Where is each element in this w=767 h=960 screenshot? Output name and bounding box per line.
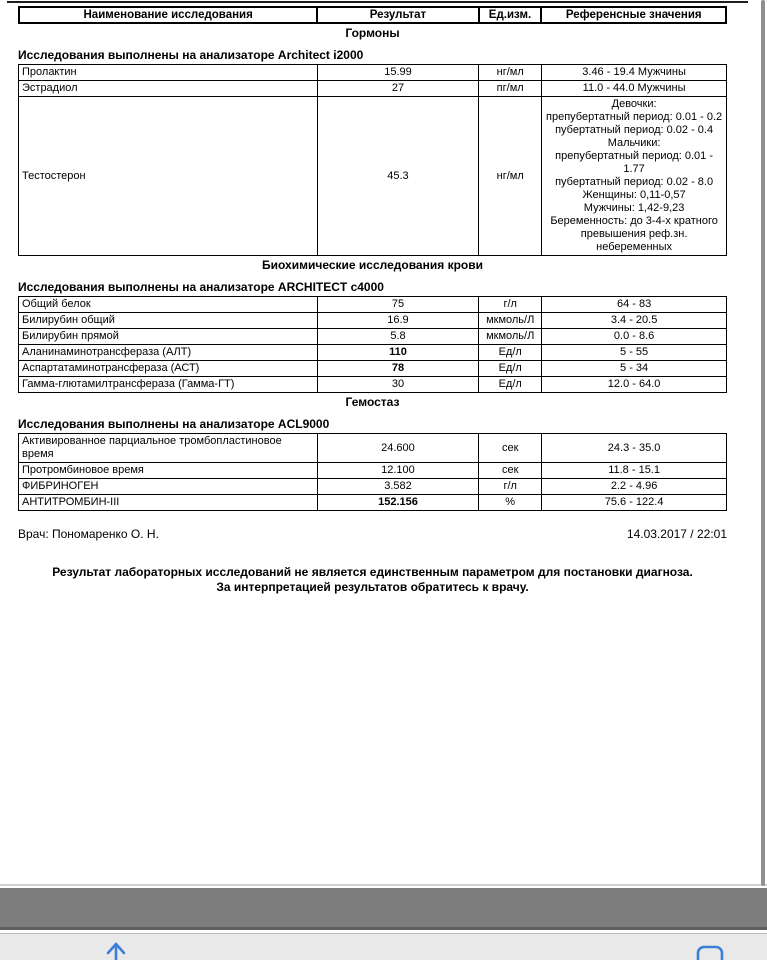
table-row	[19, 377, 727, 393]
test-unit: Ед/л	[479, 345, 542, 361]
test-unit: г/л	[479, 479, 542, 495]
col-header-unit: Ед.изм.	[479, 7, 542, 23]
test-unit: нг/мл	[479, 65, 542, 81]
test-result: 12.100	[317, 463, 478, 479]
test-unit: мкмоль/Л	[479, 329, 542, 345]
hemostasis-table	[18, 433, 727, 511]
test-result: 45.3	[317, 97, 478, 256]
table-row	[19, 81, 727, 97]
reference-line: превышения реф.зн. небеременных	[580, 228, 688, 253]
test-reference: 64 - 83	[542, 297, 727, 313]
col-header-test-name: Наименование исследования	[19, 7, 317, 23]
test-reference: 2.2 - 4.96	[542, 479, 727, 495]
test-reference: 75.6 - 122.4	[542, 495, 727, 511]
disclaimer	[18, 565, 727, 595]
report-content	[18, 6, 727, 595]
table-row	[19, 345, 727, 361]
share-button[interactable]	[101, 940, 131, 960]
reference-line: Беременность: до 3-4-х кратного	[550, 215, 718, 227]
test-unit: Ед/л	[479, 361, 542, 377]
table-row	[19, 479, 727, 495]
test-result: 30	[317, 377, 478, 393]
test-reference	[542, 97, 727, 256]
table-row	[19, 65, 727, 81]
table-row	[19, 463, 727, 479]
doctor-name: Врач: Пономаренко О. Н.	[18, 527, 159, 541]
test-name: Эстрадиол	[19, 81, 318, 97]
test-result: 27	[317, 81, 478, 97]
analyzer-line-hormones: Исследования выполнены на анализаторе Architect i2000	[18, 48, 364, 62]
bottom-toolbar	[0, 933, 767, 960]
test-name: Протромбиновое время	[19, 463, 318, 479]
test-result: 24.600	[317, 434, 478, 463]
test-result: 5.8	[317, 329, 478, 345]
test-unit: Ед/л	[479, 377, 542, 393]
analyzer-line-biochemistry: Исследования выполнены на анализаторе ARCHITECT c4000	[18, 280, 384, 294]
reference-line: препубертатный период: 0.01 - 1.77	[555, 150, 713, 175]
test-unit: сек	[479, 434, 542, 463]
test-name: Тестостерон	[19, 97, 318, 256]
test-unit: г/л	[479, 297, 542, 313]
scrollbar[interactable]	[761, 0, 765, 886]
test-name: Аланинаминотрансфераза (АЛТ)	[19, 345, 318, 361]
test-reference: 5 - 55	[542, 345, 727, 361]
col-header-result: Результат	[317, 7, 478, 23]
report-footer	[18, 527, 727, 541]
analyzer-line-hemostasis: Исследования выполнены на анализаторе ACL9000	[18, 417, 330, 431]
test-name: АНТИТРОМБИН-III	[19, 495, 318, 511]
test-reference: 5 - 34	[542, 361, 727, 377]
test-name: Активированное парциальное тромбопластиновое время	[19, 434, 318, 463]
disclaimer-line: За интерпретацией результатов обратитесь к врачу.	[216, 580, 529, 594]
test-result: 3.582	[317, 479, 478, 495]
test-unit: сек	[479, 463, 542, 479]
test-reference: 0.0 - 8.6	[542, 329, 727, 345]
report-datetime: 14.03.2017 / 22:01	[626, 527, 727, 541]
table-row	[19, 97, 727, 256]
table-row	[19, 329, 727, 345]
section-title-hemostasis: Гемостаз	[345, 395, 400, 409]
table-row	[19, 434, 727, 463]
results-header-table	[18, 6, 727, 24]
hormones-table	[18, 64, 727, 256]
test-unit: %	[479, 495, 542, 511]
section-title-hormones: Гормоны	[345, 26, 400, 40]
tabs-button[interactable]	[694, 945, 726, 960]
reference-line: пубертатный период: 0.02 - 8.0	[555, 176, 714, 188]
test-name: Билирубин прямой	[19, 329, 318, 345]
reference-line: Женщины: 0,11-0,57	[582, 189, 686, 201]
reference-line: препубертатный период: 0.01 - 0.2	[546, 111, 723, 123]
test-name: Пролактин	[19, 65, 318, 81]
test-name: Билирубин общий	[19, 313, 318, 329]
test-name: Общий белок	[19, 297, 318, 313]
test-reference: 3.4 - 20.5	[542, 313, 727, 329]
test-unit: мкмоль/Л	[479, 313, 542, 329]
table-row	[19, 313, 727, 329]
col-header-reference: Референсные значения	[541, 7, 726, 23]
reference-line: пубертатный период: 0.02 - 0.4	[555, 124, 714, 136]
top-rule	[7, 1, 748, 3]
reference-line: Девочки:	[611, 98, 657, 110]
test-result: 15.99	[317, 65, 478, 81]
table-header-row	[19, 7, 726, 23]
reference-line: Мальчики:	[607, 137, 661, 149]
test-unit: пг/мл	[479, 81, 542, 97]
test-reference: 3.46 - 19.4 Мужчины	[542, 65, 727, 81]
disclaimer-line: Результат лабораторных исследований не является единственным параметром для постановки диагноза.	[52, 565, 693, 579]
test-result: 75	[317, 297, 478, 313]
test-name: Аспартатаминотрансфераза (АСТ)	[19, 361, 318, 377]
reference-line: Мужчины: 1,42-9,23	[583, 202, 685, 214]
test-unit: нг/мл	[479, 97, 542, 256]
table-row	[19, 495, 727, 511]
test-result: 78	[317, 361, 478, 377]
test-name: ФИБРИНОГЕН	[19, 479, 318, 495]
test-result: 16.9	[317, 313, 478, 329]
section-title-biochemistry: Биохимические исследования крови	[262, 258, 483, 272]
biochemistry-table	[18, 296, 727, 393]
test-result: 152.156	[317, 495, 478, 511]
table-row	[19, 361, 727, 377]
table-row	[19, 297, 727, 313]
test-reference: 24.3 - 35.0	[542, 434, 727, 463]
test-reference: 12.0 - 64.0	[542, 377, 727, 393]
viewer-background-bar	[0, 888, 767, 930]
test-result: 110	[317, 345, 478, 361]
test-name: Гамма-глютамилтрансфераза (Гамма-ГТ)	[19, 377, 318, 393]
test-reference: 11.0 - 44.0 Мужчины	[542, 81, 727, 97]
test-reference: 11.8 - 15.1	[542, 463, 727, 479]
